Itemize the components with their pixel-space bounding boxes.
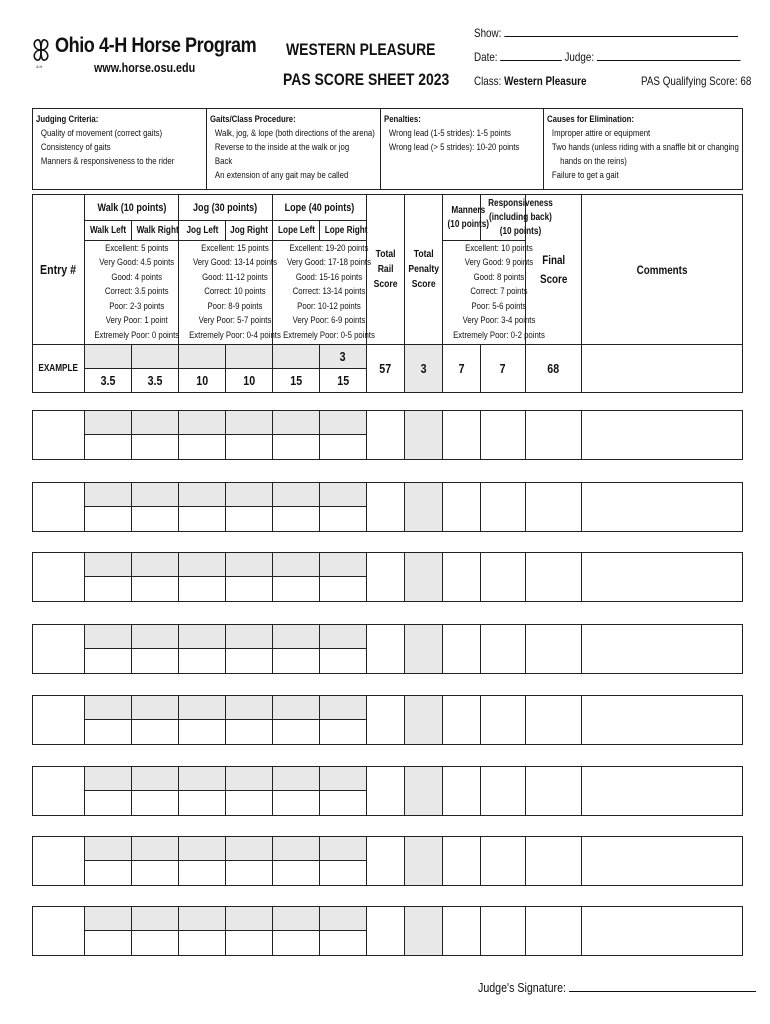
jog-left-penalty-cell[interactable]	[179, 837, 226, 861]
lope-left-penalty-cell[interactable]	[273, 553, 320, 577]
walk-left-score-cell[interactable]	[85, 861, 132, 886]
walk-right-penalty-cell[interactable]	[132, 625, 179, 649]
walk-header: Walk (10 points)	[85, 195, 179, 221]
jog-left-score-cell[interactable]	[179, 720, 226, 745]
jog-left-penalty-cell[interactable]	[179, 696, 226, 720]
walk-left-header: Walk Left	[85, 221, 132, 241]
responsiveness-header: Responsiveness (including back) (10 points)	[481, 195, 526, 241]
walk-right-penalty-cell[interactable]	[132, 696, 179, 720]
entry-number-cell[interactable]	[33, 837, 85, 886]
penalties: Penalties: Wrong lead (1-5 strides): 1-5 points Wrong lead (> 5 strides): 10-20 points	[381, 109, 544, 190]
comments-cell[interactable]	[582, 696, 743, 745]
total-penalty-cell[interactable]	[405, 625, 443, 674]
jog-right-penalty-cell[interactable]	[226, 553, 273, 577]
walk-right-score-cell[interactable]	[132, 720, 179, 745]
walk-left-score-cell[interactable]	[85, 507, 132, 532]
lope-scale: Excellent: 19-20 points Very Good: 17-18 points Good: 15-16 points Correct: 13-14 points Poor: 10-12 points Very Poor: 6-9 points Extremely Poor: 0-5 points	[273, 241, 367, 345]
total-penalty-cell[interactable]	[405, 483, 443, 532]
lope-right-score-cell[interactable]	[320, 791, 367, 816]
responsiveness-cell[interactable]	[481, 696, 526, 745]
manners-cell[interactable]	[443, 625, 481, 674]
entry-number-cell[interactable]	[33, 553, 85, 602]
sheet-title-line1: WESTERN PLEASURE	[286, 40, 436, 59]
lope-left-score-cell[interactable]	[273, 435, 320, 460]
walk-left-penalty-cell[interactable]	[85, 696, 132, 720]
walk-scale: Excellent: 5 points Very Good: 4.5 points Good: 4 points Correct: 3.5 points Poor: 2-3 points Very Poor: 1 point Extremely Poor: 0 points	[85, 241, 179, 345]
lope-left-penalty-cell[interactable]	[273, 625, 320, 649]
comments-cell[interactable]	[582, 483, 743, 532]
final-score-cell[interactable]	[526, 696, 582, 745]
total-rail-cell[interactable]	[367, 767, 405, 816]
walk-right-header: Walk Right	[132, 221, 179, 241]
lope-left-penalty-cell[interactable]	[273, 907, 320, 931]
program-name: Ohio 4-H Horse Program	[55, 34, 257, 57]
jog-right-score-cell[interactable]	[226, 791, 273, 816]
class-row: Class: Western Pleasure	[474, 74, 587, 88]
walk-left-score-cell[interactable]	[85, 720, 132, 745]
lope-left-penalty-cell[interactable]	[273, 411, 320, 435]
comments-cell[interactable]	[582, 837, 743, 886]
lope-left-score-cell[interactable]	[273, 577, 320, 602]
walk-right-score-cell[interactable]	[132, 507, 179, 532]
manners-cell[interactable]	[443, 411, 481, 460]
qualifying-score: PAS Qualifying Score: 68	[641, 74, 752, 88]
date-judge-row: Date: Judge:	[474, 50, 740, 64]
jog-right-penalty-cell[interactable]	[226, 483, 273, 507]
manners-cell[interactable]	[443, 696, 481, 745]
lope-left-score-cell[interactable]	[273, 507, 320, 532]
jog-right-penalty-cell[interactable]	[226, 837, 273, 861]
comments-cell[interactable]	[582, 411, 743, 460]
lope-right-score-cell[interactable]	[320, 577, 367, 602]
entry-block	[32, 552, 743, 602]
jog-left-penalty-cell[interactable]	[179, 483, 226, 507]
walk-right-penalty-cell[interactable]	[132, 553, 179, 577]
lope-right-penalty-cell[interactable]	[320, 767, 367, 791]
lope-right-penalty-cell[interactable]	[320, 907, 367, 931]
gaits-procedure: Gaits/Class Procedure: Walk, jog, & lope (both directions of the arena) Reverse to the inside at the walk or jog Back An extension of any gait may be called	[207, 109, 381, 190]
website-link[interactable]: www.horse.osu.edu	[94, 61, 196, 75]
jog-left-score-cell[interactable]	[179, 861, 226, 886]
jog-header: Jog (30 points)	[179, 195, 273, 221]
walk-right-score-cell[interactable]	[132, 861, 179, 886]
example-lope-right-penalty: 3	[320, 345, 367, 369]
final-score-cell[interactable]	[526, 553, 582, 602]
total-rail-cell[interactable]	[367, 553, 405, 602]
example-walk-left: 3.5	[85, 369, 132, 393]
total-rail-cell[interactable]	[367, 837, 405, 886]
total-penalty-cell[interactable]	[405, 553, 443, 602]
manners-cell[interactable]	[443, 483, 481, 532]
show-blank[interactable]	[504, 26, 738, 37]
walk-left-penalty-cell[interactable]	[85, 625, 132, 649]
comments-cell[interactable]	[582, 553, 743, 602]
jog-left-penalty-cell[interactable]	[179, 767, 226, 791]
total-rail-cell[interactable]	[367, 696, 405, 745]
score-header-table	[32, 194, 743, 393]
jog-right-header: Jog Right	[226, 221, 273, 241]
lope-right-penalty-cell[interactable]	[320, 411, 367, 435]
example-label: EXAMPLE	[33, 345, 85, 393]
entry-block	[32, 906, 743, 956]
total-rail-cell[interactable]	[367, 483, 405, 532]
final-score-cell[interactable]	[526, 625, 582, 674]
jog-right-score-cell[interactable]	[226, 720, 273, 745]
lope-right-score-cell[interactable]	[320, 435, 367, 460]
walk-right-penalty-cell[interactable]	[132, 483, 179, 507]
final-score-header: Final Score	[526, 195, 582, 345]
jog-right-score-cell[interactable]	[226, 577, 273, 602]
walk-left-score-cell[interactable]	[85, 931, 132, 956]
jog-scale: Excellent: 15 points Very Good: 13-14 points Good: 11-12 points Correct: 10 points Poor: 8-9 points Very Poor: 5-7 points Extremely Poor: 0-4 points	[179, 241, 273, 345]
causes-for-elimination: Causes for Elimination: Improper attire or equipment Two hands (unless riding with a snaffle bit or changing hands on the reins) Failure to get a gait	[544, 109, 743, 190]
total-penalty-header: Total Penalty Score	[405, 195, 443, 345]
example-final: 68	[526, 345, 582, 393]
comments-cell[interactable]	[582, 907, 743, 956]
walk-left-penalty-cell[interactable]	[85, 553, 132, 577]
walk-right-penalty-cell[interactable]	[132, 767, 179, 791]
final-score-cell[interactable]	[526, 837, 582, 886]
entry-number-cell[interactable]	[33, 767, 85, 816]
jog-left-score-cell[interactable]	[179, 649, 226, 674]
criteria-table	[32, 108, 743, 190]
responsiveness-cell[interactable]	[481, 553, 526, 602]
entry-number-cell[interactable]	[33, 625, 85, 674]
lope-right-penalty-cell[interactable]	[320, 696, 367, 720]
signature-blank[interactable]	[569, 981, 756, 992]
jog-right-penalty-cell[interactable]	[226, 696, 273, 720]
manners-cell[interactable]	[443, 907, 481, 956]
lope-left-score-cell[interactable]	[273, 931, 320, 956]
lope-left-score-cell[interactable]	[273, 861, 320, 886]
total-rail-cell[interactable]	[367, 411, 405, 460]
entry-header: Entry #	[33, 195, 85, 345]
final-score-cell[interactable]	[526, 767, 582, 816]
walk-left-penalty-cell[interactable]	[85, 767, 132, 791]
lope-right-score-cell[interactable]	[320, 649, 367, 674]
lope-right-score-cell[interactable]	[320, 507, 367, 532]
lope-left-header: Lope Left	[273, 221, 320, 241]
entry-block	[32, 624, 743, 674]
responsiveness-cell[interactable]	[481, 483, 526, 532]
jog-left-score-cell[interactable]	[179, 577, 226, 602]
walk-right-score-cell[interactable]	[132, 791, 179, 816]
responsiveness-cell[interactable]	[481, 767, 526, 816]
total-rail-header: Total Rail Score	[367, 195, 405, 345]
lope-right-penalty-cell[interactable]	[320, 625, 367, 649]
responsiveness-cell[interactable]	[481, 907, 526, 956]
lope-right-penalty-cell[interactable]	[320, 553, 367, 577]
jog-right-score-cell[interactable]	[226, 435, 273, 460]
jog-left-penalty-cell[interactable]	[179, 411, 226, 435]
lope-left-score-cell[interactable]	[273, 720, 320, 745]
judge-signature[interactable]: Judge's Signature:	[478, 980, 756, 995]
entry-number-cell[interactable]	[33, 411, 85, 460]
total-penalty-cell[interactable]	[405, 696, 443, 745]
lope-right-header: Lope Right	[320, 221, 367, 241]
example-jog-right-penalty	[226, 345, 273, 369]
comments-header: Comments	[582, 195, 743, 345]
entry-block	[32, 836, 743, 886]
entry-number-cell[interactable]	[33, 696, 85, 745]
walk-left-penalty-cell[interactable]	[85, 483, 132, 507]
responsiveness-cell[interactable]	[481, 411, 526, 460]
lope-header: Lope (40 points)	[273, 195, 367, 221]
entry-block	[32, 766, 743, 816]
jog-right-score-cell[interactable]	[226, 507, 273, 532]
example-manners: 7	[443, 345, 481, 393]
example-lope-right: 15	[320, 369, 367, 393]
example-walk-left-penalty	[85, 345, 132, 369]
jog-left-score-cell[interactable]	[179, 931, 226, 956]
walk-left-score-cell[interactable]	[85, 435, 132, 460]
entry-number-cell[interactable]	[33, 907, 85, 956]
comments-cell[interactable]	[582, 767, 743, 816]
lope-left-penalty-cell[interactable]	[273, 696, 320, 720]
manners-cell[interactable]	[443, 837, 481, 886]
walk-left-penalty-cell[interactable]	[85, 411, 132, 435]
responsiveness-scale: Excellent: 10 points Very Good: 9 points Good: 8 points Correct: 7 points Poor: 5-6 points Very Poor: 3-4 points Extremely Poor: 0-2 points	[443, 241, 526, 345]
final-score-cell[interactable]	[526, 483, 582, 532]
walk-right-penalty-cell[interactable]	[132, 411, 179, 435]
jog-right-score-cell[interactable]	[226, 861, 273, 886]
walk-left-penalty-cell[interactable]	[85, 907, 132, 931]
jog-right-penalty-cell[interactable]	[226, 767, 273, 791]
jog-left-score-cell[interactable]	[179, 435, 226, 460]
walk-right-score-cell[interactable]	[132, 577, 179, 602]
sheet-title-line2: PAS SCORE SHEET 2023	[283, 70, 450, 89]
jog-left-score-cell[interactable]	[179, 791, 226, 816]
lope-left-penalty-cell[interactable]	[273, 767, 320, 791]
example-lope-left: 15	[273, 369, 320, 393]
class-value: Western Pleasure	[504, 74, 587, 88]
lope-right-penalty-cell[interactable]	[320, 837, 367, 861]
lope-left-penalty-cell[interactable]	[273, 483, 320, 507]
example-walk-right-penalty	[132, 345, 179, 369]
total-rail-cell[interactable]	[367, 907, 405, 956]
final-score-cell[interactable]	[526, 411, 582, 460]
lope-right-score-cell[interactable]	[320, 720, 367, 745]
manners-cell[interactable]	[443, 553, 481, 602]
example-total-rail: 57	[367, 345, 405, 393]
walk-left-score-cell[interactable]	[85, 577, 132, 602]
walk-left-score-cell[interactable]	[85, 791, 132, 816]
total-penalty-cell[interactable]	[405, 837, 443, 886]
walk-right-score-cell[interactable]	[132, 931, 179, 956]
walk-left-penalty-cell[interactable]	[85, 837, 132, 861]
lope-right-score-cell[interactable]	[320, 931, 367, 956]
judging-criteria: Judging Criteria: Quality of movement (correct gaits) Consistency of gaits Manners & responsiveness to the rider	[33, 109, 207, 190]
walk-right-score-cell[interactable]	[132, 649, 179, 674]
jog-left-score-cell[interactable]	[179, 507, 226, 532]
judge-blank[interactable]	[597, 50, 741, 61]
lope-left-score-cell[interactable]	[273, 791, 320, 816]
example-lope-left-penalty	[273, 345, 320, 369]
entry-number-cell[interactable]	[33, 483, 85, 532]
manners-cell[interactable]	[443, 767, 481, 816]
jog-right-penalty-cell[interactable]	[226, 907, 273, 931]
example-walk-right: 3.5	[132, 369, 179, 393]
jog-right-score-cell[interactable]	[226, 649, 273, 674]
lope-left-score-cell[interactable]	[273, 649, 320, 674]
lope-left-penalty-cell[interactable]	[273, 837, 320, 861]
example-jog-right: 10	[226, 369, 273, 393]
walk-left-score-cell[interactable]	[85, 649, 132, 674]
total-penalty-cell[interactable]	[405, 411, 443, 460]
lope-right-score-cell[interactable]	[320, 861, 367, 886]
example-comments	[582, 345, 743, 393]
jog-left-penalty-cell[interactable]	[179, 553, 226, 577]
jog-left-penalty-cell[interactable]	[179, 625, 226, 649]
jog-right-penalty-cell[interactable]	[226, 625, 273, 649]
jog-left-penalty-cell[interactable]	[179, 907, 226, 931]
walk-right-penalty-cell[interactable]	[132, 907, 179, 931]
svg-text:4-H: 4-H	[36, 64, 43, 69]
entry-block	[32, 410, 743, 460]
final-score-cell[interactable]	[526, 907, 582, 956]
date-blank[interactable]	[500, 50, 562, 61]
total-penalty-cell[interactable]	[405, 767, 443, 816]
entry-block	[32, 695, 743, 745]
lope-right-penalty-cell[interactable]	[320, 483, 367, 507]
comments-cell[interactable]	[582, 625, 743, 674]
entry-block	[32, 482, 743, 532]
jog-right-penalty-cell[interactable]	[226, 411, 273, 435]
manners-header: Manners (10 points)	[443, 195, 481, 241]
responsiveness-cell[interactable]	[481, 625, 526, 674]
example-responsiveness: 7	[481, 345, 526, 393]
total-penalty-cell[interactable]	[405, 907, 443, 956]
example-jog-left: 10	[179, 369, 226, 393]
walk-right-score-cell[interactable]	[132, 435, 179, 460]
responsiveness-cell[interactable]	[481, 837, 526, 886]
walk-right-penalty-cell[interactable]	[132, 837, 179, 861]
jog-right-score-cell[interactable]	[226, 931, 273, 956]
total-rail-cell[interactable]	[367, 625, 405, 674]
jog-left-header: Jog Left	[179, 221, 226, 241]
example-total-penalty: 3	[405, 345, 443, 393]
example-jog-left-penalty	[179, 345, 226, 369]
show-field[interactable]: Show:	[474, 26, 738, 40]
4h-clover-logo	[28, 36, 54, 70]
